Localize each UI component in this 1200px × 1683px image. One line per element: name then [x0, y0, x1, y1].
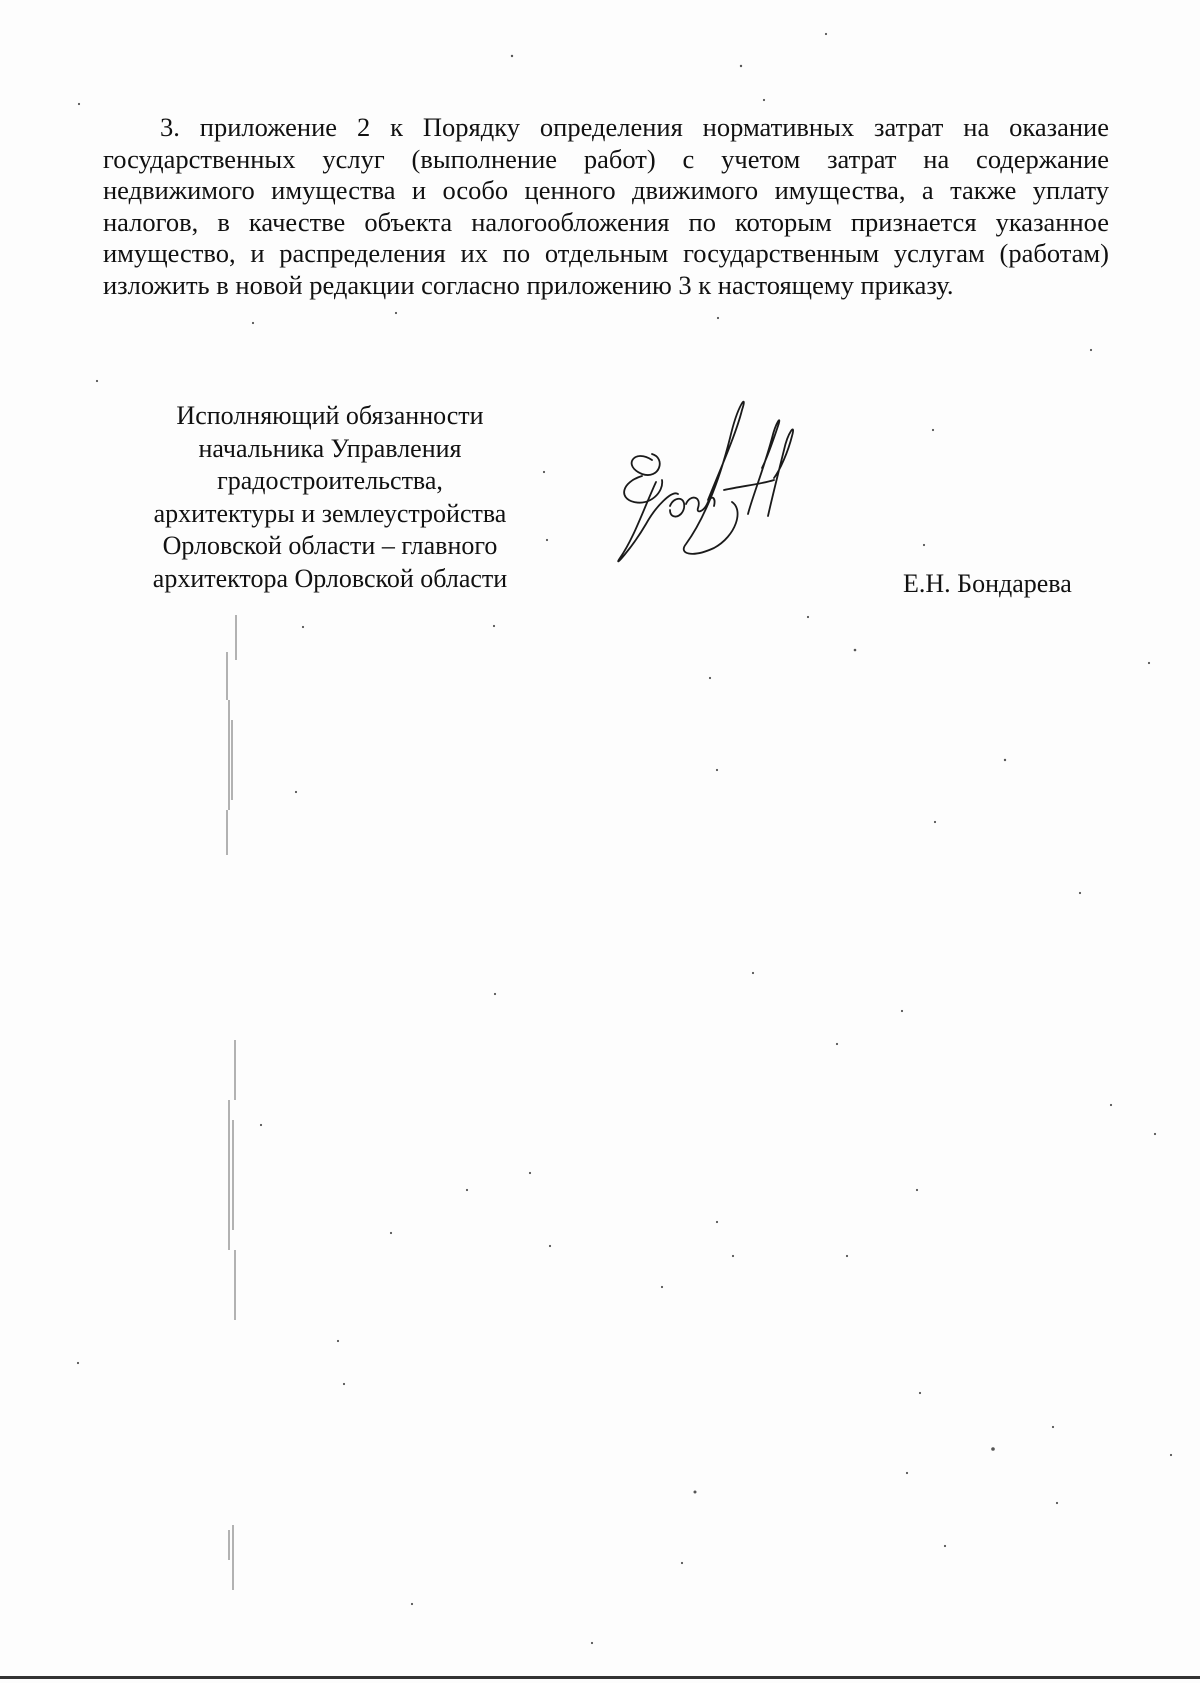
position-line: архитектора Орловской области [152, 563, 508, 593]
signatory-name: Е.Н. Бондарева [903, 569, 1072, 598]
position-line: архитектуры и землеустройства [153, 498, 507, 528]
paragraph-line: государственных услуг (выполнение работ) с учетом затрат на содержание [103, 143, 1109, 174]
order-paragraph-3 [103, 112, 1109, 301]
paragraph-line: имущество, и распределения их по отдельным государственным услугам (работам) [103, 238, 1109, 268]
paragraph-line: изложить в новой редакции согласно приложению 3 к настоящему приказу. [103, 269, 954, 300]
signatory-position [120, 400, 540, 595]
handwritten-signature-icon [612, 398, 812, 568]
position-line: Исполняющий обязанности [176, 401, 484, 430]
paragraph-line: 3. приложение 2 к Порядку определения нормативных затрат на оказание [160, 112, 1109, 142]
position-line: градостроительства, [217, 466, 443, 495]
position-line: Орловской области – главного [162, 531, 498, 560]
page-bottom-edge [0, 1676, 1200, 1679]
paragraph-line: недвижимого имущества и особо ценного движимого имущества, а также уплату [103, 175, 1109, 205]
paragraph-line: налогов, в качестве объекта налогообложения по которым признается указанное [103, 206, 1109, 237]
position-line: начальника Управления [198, 433, 462, 463]
